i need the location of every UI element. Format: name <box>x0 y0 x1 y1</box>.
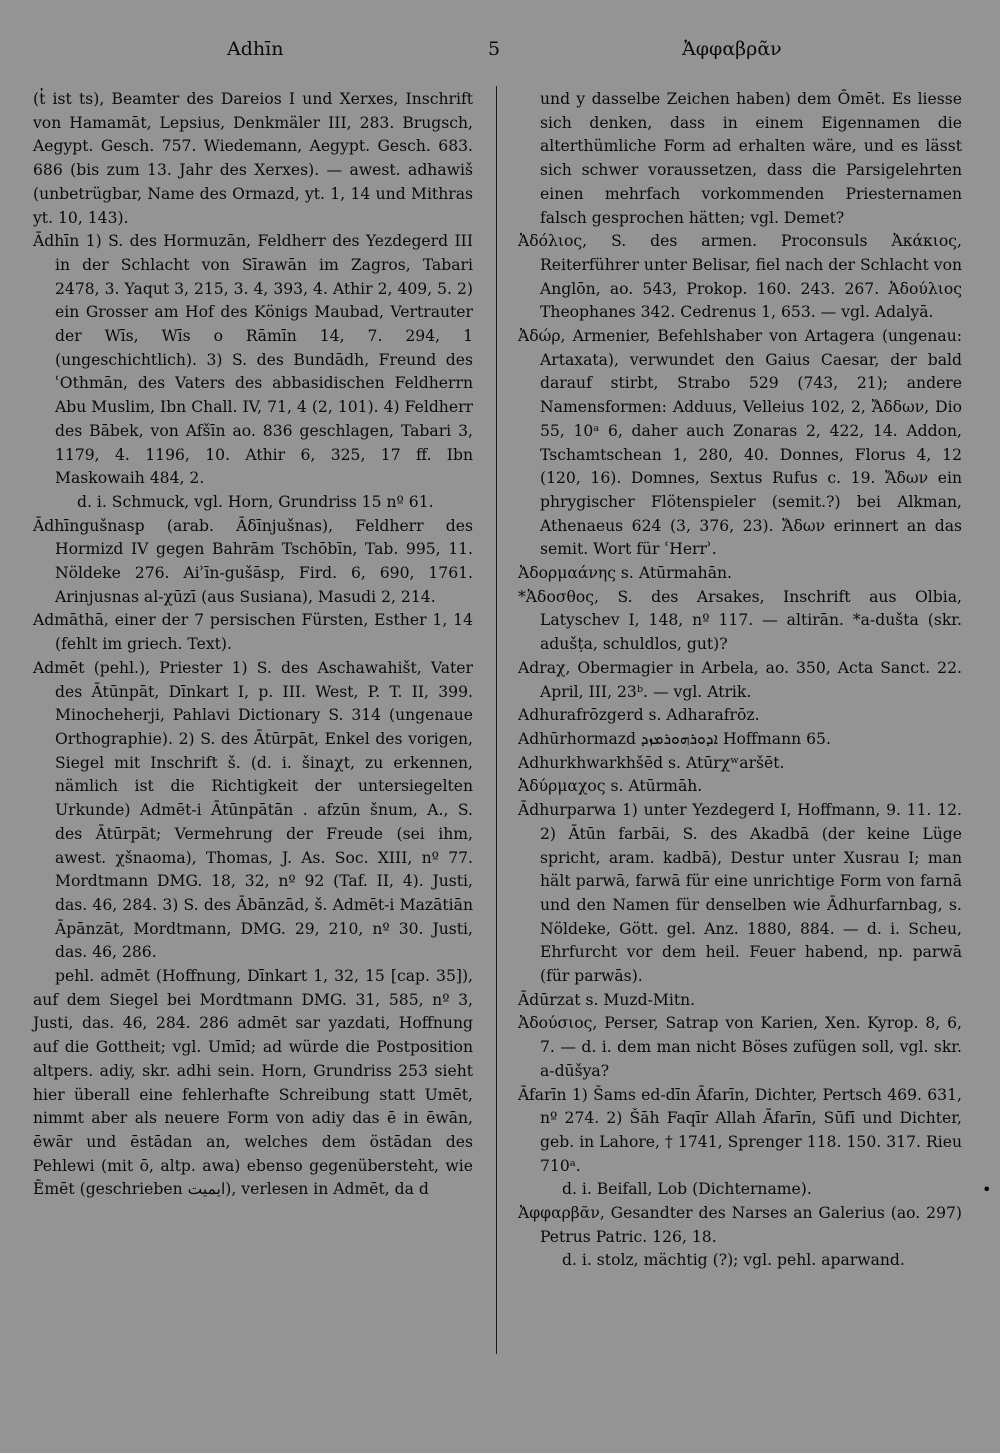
entry-adhurparwa: Ādhurparwa 1) unter Yezdegerd I, Hoffmann, 9. 11. 12. 2) Ātūn farbāi, S. des Akadbā (der keine Lüge spricht, aram. kadbā), Destur unter Xusrau I; man hält parwā, farwā für eine unrichtige Form von farnā und den Namen für denselben wie Ādhurfarnbag, s. Nöldeke, Gött. gel. Anz. 1880, 884. — d. i. Scheu, Ehrfurcht vor dem heil. Feuer habend, np. parwā (für parwās). <box>518 801 962 986</box>
entry-adhurhormazd: Adhūrhormazd ܐܕܘܪܗܘܪܡܙܕ Hoffmann 65. <box>518 729 831 748</box>
entry-afarin-meaning: d. i. Beifall, Lob (Dichtername). <box>562 1180 812 1199</box>
entry-adurzat: Ādūrzat s. Muzd-Mitn. <box>518 990 696 1009</box>
entry-affarban-meaning: d. i. stolz, mächtig (?); vgl. pehl. aparwand. <box>562 1251 905 1270</box>
page-number: 5 <box>488 38 501 60</box>
left-column <box>33 88 473 1202</box>
column-divider <box>496 86 497 1354</box>
entry-adhin: Ādhīn 1) S. des Hormuzān, Feldherr des Yezdegerd III in der Schlacht von Sīrawān im Zagros, Tabari 2478, 3. Yaqut 3, 215, 3. 4, 393, 4. Athir 2, 409, 5. 2) ein Grosser am Hof des Königs Maubad, Vertrauter der Wīs, Wīs o Rāmīn 14, 7. 294, 1 (ungeschichtlich). 3) S. des Bundādh, Freund des ʿOthmān, des Vaters des abbasidischen Feldherrn Abu Muslim, Ibn Chall. IV, 71, 4 (2, 101). 4) Feldherr des Bābek, von Afšīn ao. 836 geschlagen, Tabari 3, 1179, 4. 1196, 10. Athir 6, 325, 17 ff. Ibn Maskowaih 484, 2. <box>33 232 473 488</box>
entry-afarin: Āfarīn 1) Šams ed-dīn Āfarīn, Dichter, Pertsch 469. 631, nº 274. 2) Šāh Faqīr Allah Āfarīn, Sūfī und Dichter, geb. in Lahore, † 1741, Sprenger 118. 150. 317. Rieu 710ᵃ. <box>518 1085 962 1175</box>
entry-adosthos: *Ἀδοσθος, S. des Arsakes, Inschrift aus Olbia, Latyschev I, 148, nº 117. — altirān. *a-dušta (skr. adušṭa, schuldlos, gut)? <box>518 587 962 654</box>
running-header <box>40 38 960 66</box>
entry-admet: Admēt (pehl.), Priester 1) S. des Aschawahišt, Vater des Ātūnpāt, Dīnkart I, p. III. West, P. T. II, 399. Minocheherji, Pahlavi Dictionary S. 314 (ungenaue Orthographie). 2) S. des Ātūrpāt, Enkel des vorigen, Siegel mit Inschrift š. (d. i. šinaχt, zu erkennen, nämlich ist die Richtigkeit der untersiegelten Urkunde) Admēt-i Ātūnpātān . afzūn šnum, A., S. des Ātūrpāt; Vermehrung der Freude (sei ihm, awest. χšnaoma), Thomas, J. As. Soc. XIII, nº 77. Mordtmann DMG. 18, 32, nº 92 (Taf. II, 4). Justi, das. 46, 284. 3) S. des Ābānzād, š. Admēt-i Mazātiān Āpānzāt, Mordtmann, DMG. 29, 210, nº 30. Justi, das. 46, 286. <box>33 658 473 962</box>
entry-adousios: Ἀδούσιος, Perser, Satrap von Karien, Xen. Kyrop. 8, 6, 7. — d. i. dem man nicht Böses zufügen soll, vgl. skr. a-dūšya? <box>518 1014 962 1080</box>
entry-adormaanes: Ἀδορμαάνης s. Atūrmahān. <box>518 564 733 583</box>
entry-adhurkhwarkhshed: Adhurkhwarkhšēd s. Atūrχʷaršēt. <box>518 753 785 772</box>
entry-admatha: Admāthā, einer der 7 persischen Fürsten, Esther 1, 14 (fehlt im griech. Text). <box>33 611 473 654</box>
entry-adhingushnasp: Ādhīngušnasp (arab. Āδīnjušnas), Feldherr des Hormizd IV gegen Bahrām Tschōbīn, Tab. 995, 11. Nöldeke 276. Aiʾīn-gušāsp, Fird. 6, 690, 1761. Arinjusnas al-χūzī (aus Susiana), Masudi 2, 214. <box>33 516 473 606</box>
entry-admet-etymology: pehl. admēt (Hoffnung, Dīnkart 1, 32, 15 [cap. 35]), auf dem Siegel bei Mordtmann DMG. 31, 585, nº 3, Justi, das. 46, 284. 286 admēt sar yazdati, Hoffnung auf die Gottheit; vgl. Umīd; ad würde die Postposition altpers. adiy, skr. adhi sein. Horn, Grundriss 253 sieht hier überall eine fehlerhafte Schreibung statt Umēt, nimmt aber als neuere Form von adiy das ē in ēwān, ēwār und ēstādan an, welches dem östādan des Pehlewi (mit ō, altp. awa) ebenso gegenübersteht, wie Ēmēt (geschrieben ایمیت), verlesen in Admēt, da d <box>33 967 473 1199</box>
entry-adyrmachos: Ἀδύρμαχος s. Atūrmāh. <box>518 777 703 796</box>
entry-continuation-right: und y dasselbe Zeichen haben) dem Ōmēt. Es liesse sich denken, dass in einem Eigennamen die alterthümliche Form ad erhalten wäre, und es lässt sich schwer voraussetzen, dass die Parsigelehrten einen mehrfach vorkommenden Priesternamen falsch gesprochen hätten; vgl. Demet? <box>540 90 962 227</box>
entry-adhin-meaning: d. i. Schmuck, vgl. Horn, Grundriss 15 nº 61. <box>77 492 434 511</box>
entry-ador: Ἀδώρ, Armenier, Befehlshaber von Artagera (ungenau: Artaxata), verwundet den Gaius Caesar, der bald darauf stirbt, Strabo 529 (743, 21); andere Namensformen: Adduus, Velleius 102, 2, Ἄδδων, Dio 55, 10ᵃ 6, daher auch Zonaras 2, 422, 14. Addon, Tschamtschean 1, 280, 40. Donnes, Florus 4, 12 (120, 16). Domnes, Sextus Rufus c. 19. Ἄδων ein phrygischer Flötenspieler (semit.?) bei Alkman, Athenaeus 624 (3, 376, 23). Ἄδων erinnert an das semit. Wort für ʿHerrʾ. <box>518 327 962 559</box>
header-right-headword: Ἀφφαβρᾶν <box>682 38 782 60</box>
entry-adhurafrozgerd: Adhurafrōzgerd s. Adharafrōz. <box>518 706 760 725</box>
entry-adrax: Adraχ, Obermagier in Arbela, ao. 350, Acta Sanct. 22. April, III, 23ᵇ. — vgl. Atrik. <box>518 658 962 701</box>
right-column <box>518 88 962 1273</box>
entry-adolios: Ἀδόλιος, S. des armen. Proconsuls Ἀκάκιος, Reiterführer unter Belisar, fiel nach der Schlacht von Anglōn, ao. 543, Prokop. 160. 243. 267. Ἀδούλιος Theophanes 342. Cedrenus 1, 653. — vgl. Adalyā. <box>518 232 962 322</box>
margin-mark: • <box>982 1180 992 1199</box>
entry-continuation: (t̓ ist ts), Beamter des Dareios I und Xerxes, Inschrift von Hamamāt, Lepsius, Denkmäler III, 283. Brugsch, Aegypt. Gesch. 757. Wiedemann, Aegypt. Gesch. 683. 686 (bis zum 13. Jahr des Xerxes). — awest. adhawiš (unbetrügbar, Name des Ormazd, yt. 1, 14 und Mithras yt. 10, 143). <box>33 90 473 227</box>
entry-affarban: Ἀφφαρβᾶν, Gesandter des Narses an Galerius (ao. 297) Petrus Patric. 126, 18. <box>518 1204 962 1246</box>
header-left-headword: Adhīn <box>227 38 284 60</box>
